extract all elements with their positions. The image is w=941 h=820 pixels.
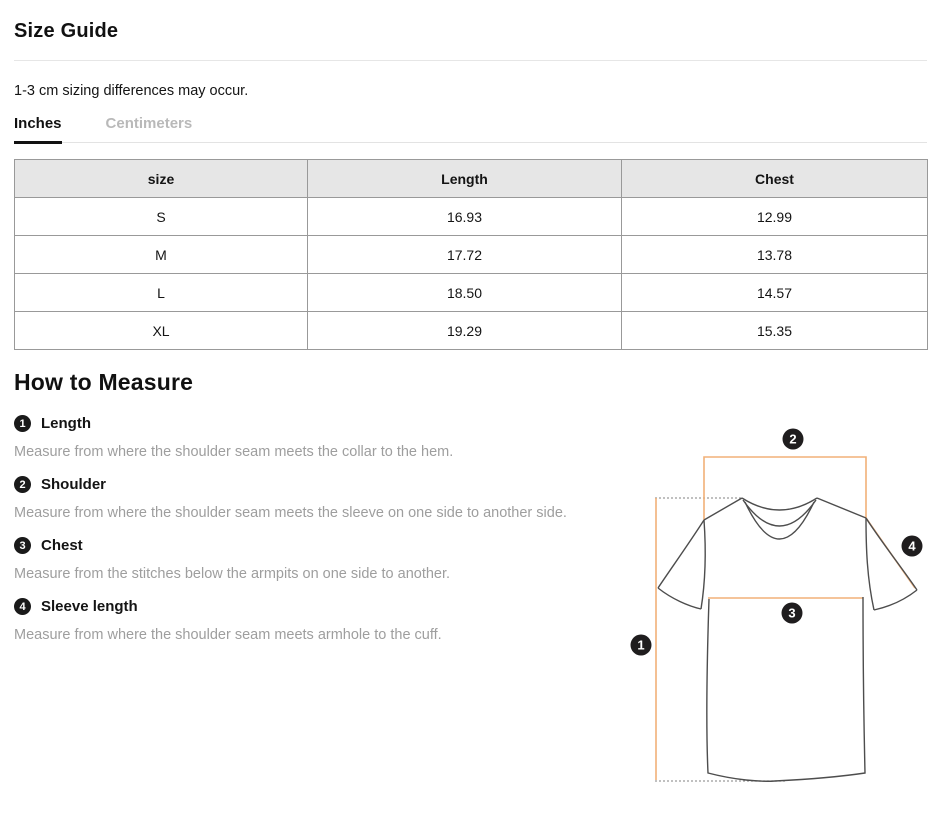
diagram-badge-2	[783, 429, 804, 450]
cell-chest: 15.35	[622, 312, 928, 350]
diagram-badge-4-number: 4	[908, 538, 916, 554]
col-header-chest: Chest	[622, 160, 928, 198]
tab-centimeters[interactable]: Centimeters	[105, 115, 193, 132]
measure-item-label: Sleeve length	[41, 598, 138, 615]
table-header-row	[15, 160, 928, 198]
cell-length: 18.50	[308, 274, 622, 312]
size-table	[14, 159, 928, 350]
diagram-badge-2-number: 2	[789, 431, 797, 447]
table-row	[15, 312, 928, 350]
col-header-size: size	[15, 160, 308, 198]
measure-item-description: Measure from where the shoulder seam meets the collar to the hem.	[14, 444, 454, 460]
measure-list	[14, 415, 634, 643]
header-divider	[14, 60, 927, 61]
tshirt-outline	[658, 498, 917, 781]
measure-item-length	[14, 415, 634, 432]
unit-tabs	[14, 115, 927, 143]
number-badge-2: 2	[14, 476, 31, 493]
col-header-length: Length	[308, 160, 622, 198]
measure-item-label: Length	[41, 415, 91, 432]
number-badge-3: 3	[14, 537, 31, 554]
tab-inches[interactable]: Inches	[14, 115, 62, 144]
measure-item-label: Chest	[41, 537, 83, 554]
measure-item-description: Measure from where the shoulder seam meets armhole to the cuff.	[14, 627, 442, 643]
table-row	[15, 274, 928, 312]
table-row	[15, 198, 928, 236]
measure-item-shoulder	[14, 476, 634, 493]
cell-chest: 13.78	[622, 236, 928, 274]
measure-item-sleeve-length	[14, 598, 634, 615]
number-badge-4: 4	[14, 598, 31, 615]
tshirt-measure-diagram-icon	[600, 410, 941, 820]
diagram-badge-4	[902, 536, 923, 557]
how-to-measure-title: How to Measure	[14, 369, 194, 395]
page-title: Size Guide	[14, 20, 119, 42]
measure-item-chest	[14, 537, 634, 554]
table-row	[15, 236, 928, 274]
diagram-badge-3-number: 3	[788, 605, 796, 621]
measure-item-description: Measure from where the shoulder seam meets the sleeve on one side to another side.	[14, 505, 567, 521]
diagram-badge-1	[631, 635, 652, 656]
number-badge-1: 1	[14, 415, 31, 432]
cell-length: 19.29	[308, 312, 622, 350]
cell-size: S	[15, 198, 308, 236]
cell-length: 16.93	[308, 198, 622, 236]
cell-size: XL	[15, 312, 308, 350]
sizing-note: 1-3 cm sizing differences may occur.	[14, 83, 249, 99]
diagram-badge-3	[782, 603, 803, 624]
shoulder-measure-line	[704, 457, 866, 520]
measure-item-description: Measure from the stitches below the armpits on one side to another.	[14, 566, 451, 582]
measure-item-label: Shoulder	[41, 476, 107, 493]
cell-size: L	[15, 274, 308, 312]
cell-chest: 12.99	[622, 198, 928, 236]
cell-size: M	[15, 236, 308, 274]
diagram-badge-1-number: 1	[637, 637, 645, 653]
cell-length: 17.72	[308, 236, 622, 274]
cell-chest: 14.57	[622, 274, 928, 312]
